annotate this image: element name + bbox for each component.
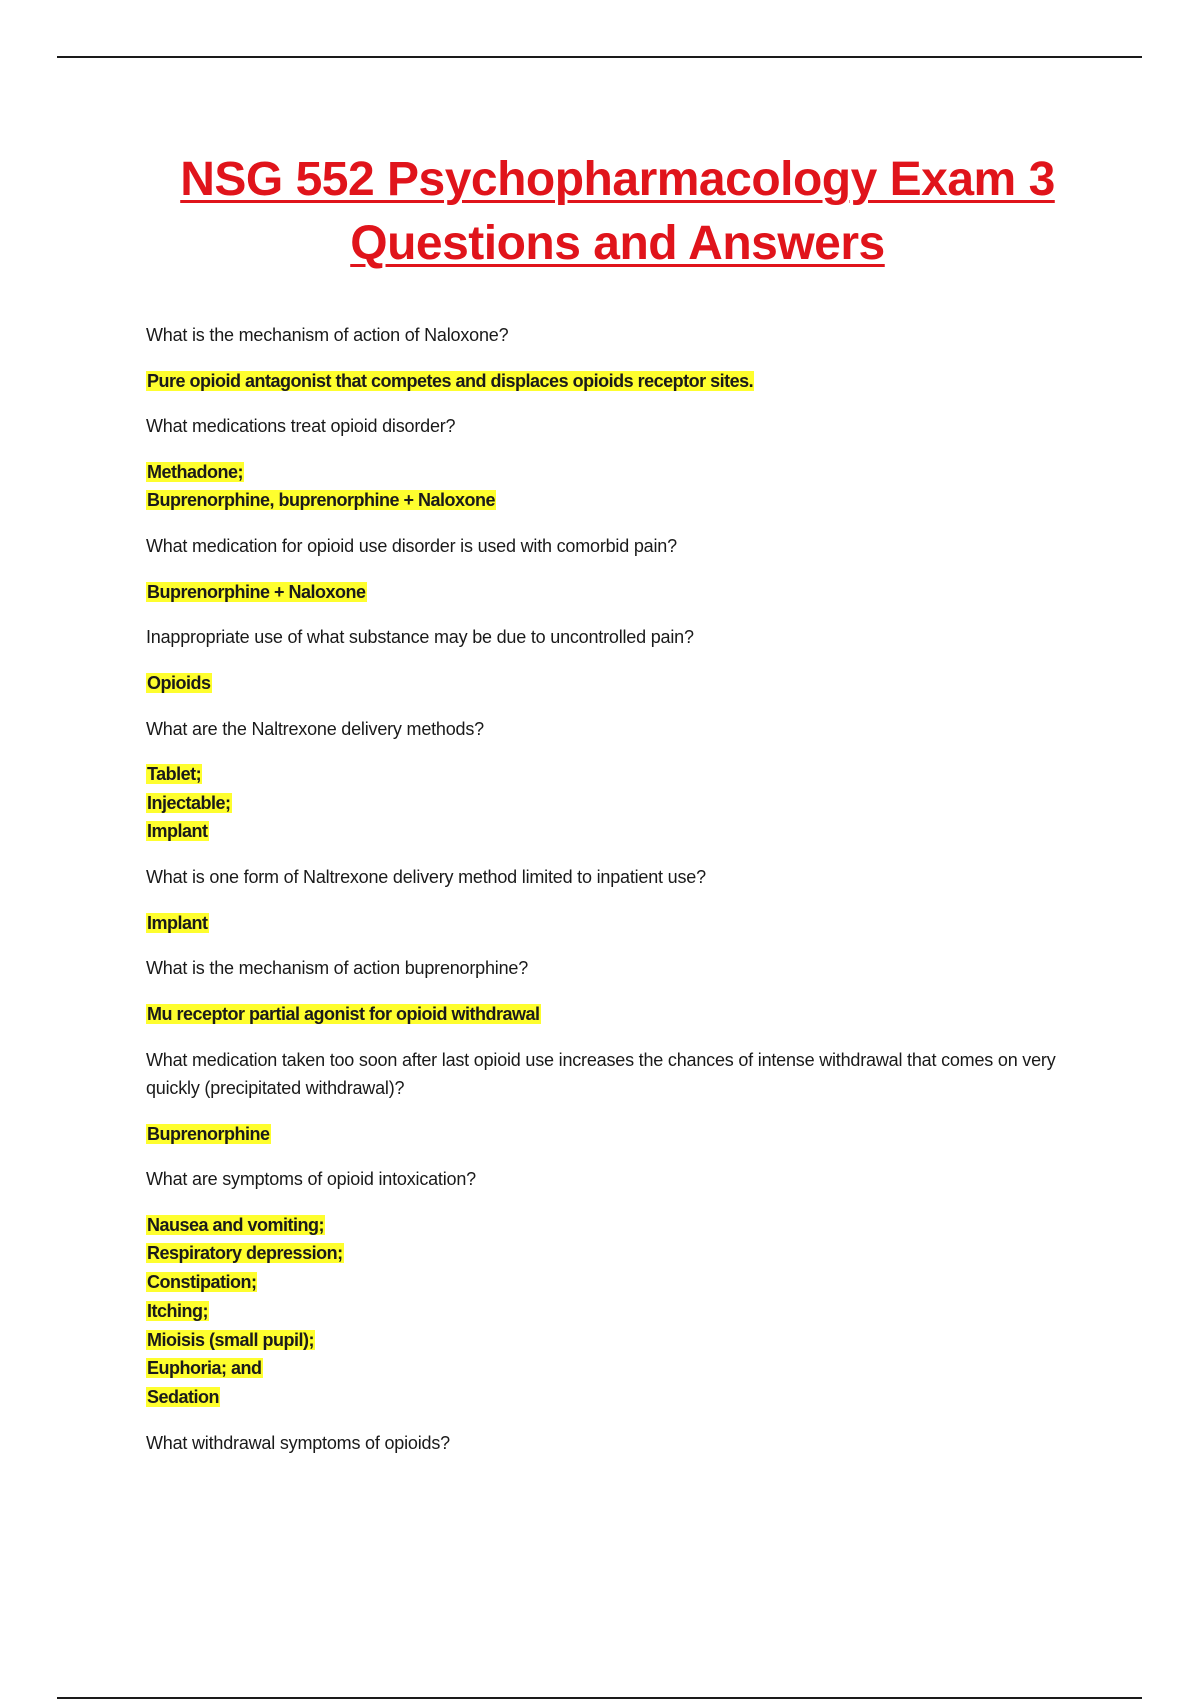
qa-item xyxy=(146,1429,1066,1458)
answer-line xyxy=(146,817,1066,846)
answer-line xyxy=(146,486,1066,515)
question-text: What medication taken too soon after last opioid use increases the chances of intense withdrawal that comes on very quickly (precipitated withdrawal)? xyxy=(146,1049,1056,1099)
answer-highlight: Methadone; xyxy=(147,461,243,482)
question-text: What medications treat opioid disorder? xyxy=(146,416,456,437)
answer-block xyxy=(146,367,1066,396)
answer-line xyxy=(146,1383,1066,1412)
qa-list xyxy=(146,321,1066,1474)
qa-item xyxy=(146,532,1066,606)
answer-line xyxy=(146,669,1066,698)
answer-block xyxy=(146,458,1066,515)
answer-highlight: Buprenorphine + Naloxone xyxy=(147,581,366,602)
answer-line xyxy=(146,1000,1066,1029)
question-text: What are the Naltrexone delivery methods? xyxy=(146,718,484,739)
answer-block xyxy=(146,909,1066,938)
top-rule xyxy=(57,56,1142,58)
answer-line xyxy=(146,1354,1066,1383)
answer-line xyxy=(146,578,1066,607)
answer-highlight: Implant xyxy=(147,912,208,933)
answer-highlight: Nausea and vomiting; xyxy=(147,1214,325,1235)
question-text: What is one form of Naltrexone delivery method limited to inpatient use? xyxy=(146,867,706,888)
document-title xyxy=(0,148,1200,276)
title-line-2: Questions and Answers xyxy=(350,217,885,270)
answer-line xyxy=(146,789,1066,818)
question-text: What withdrawal symptoms of opioids? xyxy=(146,1432,450,1453)
qa-item xyxy=(146,863,1066,937)
answer-block xyxy=(146,1211,1066,1412)
answer-line xyxy=(146,1211,1066,1240)
answer-highlight: Pure opioid antagonist that competes and displaces opioids receptor sites. xyxy=(147,370,754,391)
answer-highlight: Itching; xyxy=(147,1300,208,1321)
answer-block xyxy=(146,669,1066,698)
qa-item xyxy=(146,412,1066,515)
answer-line xyxy=(146,1239,1066,1268)
answer-block xyxy=(146,1120,1066,1149)
question-text: Inappropriate use of what substance may be due to uncontrolled pain? xyxy=(146,627,694,648)
answer-highlight: Constipation; xyxy=(147,1272,257,1293)
answer-block xyxy=(146,578,1066,607)
answer-highlight: Euphoria; and xyxy=(147,1358,262,1379)
qa-item xyxy=(146,623,1066,697)
title-line-1: NSG 552 Psychopharmacology Exam 3 xyxy=(180,153,1055,206)
answer-line xyxy=(146,909,1066,938)
answer-highlight: Injectable; xyxy=(147,792,231,813)
answer-line xyxy=(146,1120,1066,1149)
qa-item xyxy=(146,321,1066,395)
answer-line xyxy=(146,367,1066,396)
answer-highlight: Tablet; xyxy=(147,764,202,785)
question-text: What is the mechanism of action of Naloxone? xyxy=(146,325,509,345)
answer-line xyxy=(146,458,1066,487)
answer-highlight: Sedation xyxy=(147,1386,220,1407)
question-text: What is the mechanism of action buprenorphine? xyxy=(146,958,529,979)
answer-highlight: Mioisis (small pupil); xyxy=(147,1329,315,1350)
answer-line xyxy=(146,1297,1066,1326)
answer-line xyxy=(146,760,1066,789)
qa-item xyxy=(146,1165,1066,1411)
answer-highlight: Buprenorphine, buprenorphine + Naloxone xyxy=(147,490,496,511)
answer-block xyxy=(146,1000,1066,1029)
answer-highlight: Mu receptor partial agonist for opioid withdrawal xyxy=(147,1003,540,1024)
question-text: What medication for opioid use disorder is used with comorbid pain? xyxy=(146,536,677,557)
qa-item xyxy=(146,715,1066,847)
answer-line xyxy=(146,1326,1066,1355)
question-text: What are symptoms of opioid intoxication? xyxy=(146,1169,476,1190)
answer-highlight: Respiratory depression; xyxy=(147,1243,343,1264)
answer-highlight: Opioids xyxy=(147,672,211,693)
answer-highlight: Implant xyxy=(147,821,208,842)
answer-block xyxy=(146,760,1066,846)
qa-item xyxy=(146,1046,1066,1149)
bottom-rule xyxy=(57,1697,1142,1699)
answer-line xyxy=(146,1268,1066,1297)
qa-item xyxy=(146,954,1066,1028)
answer-highlight: Buprenorphine xyxy=(147,1123,270,1144)
